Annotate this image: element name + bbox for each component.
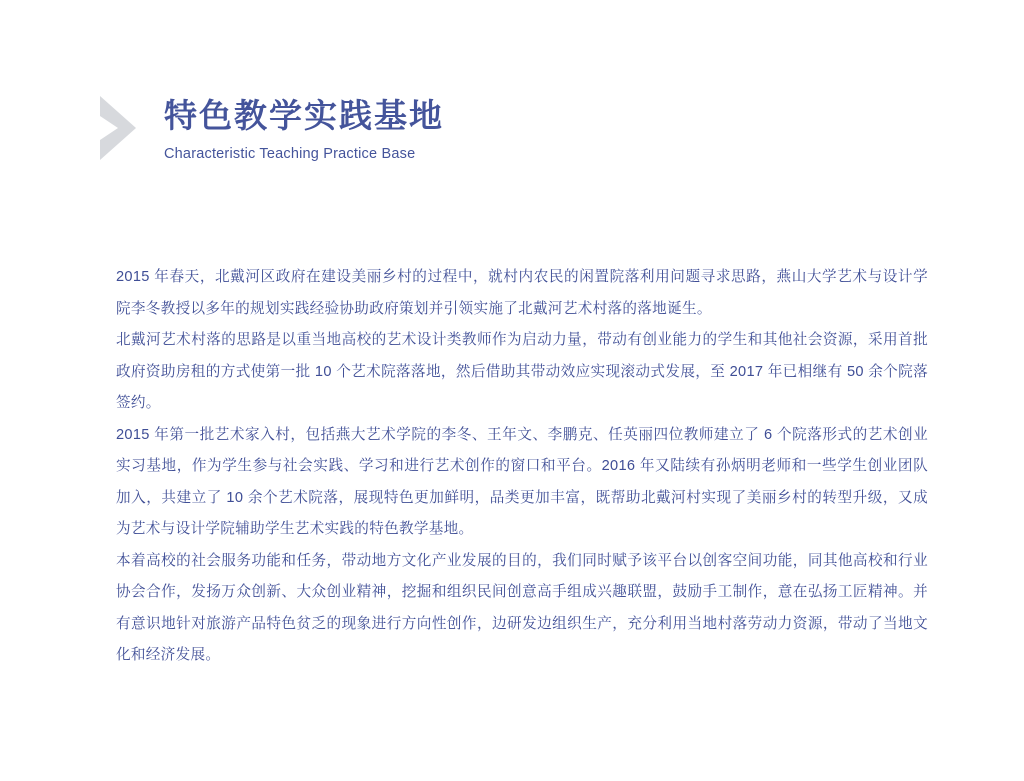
paragraph: 本着高校的社会服务功能和任务，带动地方文化产业发展的目的，我们同时赋予该平台以创客空间功能，同其他高校和行业协会合作，发扬万众创新、大众创业精神，挖掘和组织民间创意高手组成兴趣联盟，鼓励手工制作，意在弘扬工匠精神。并有意识地针对旅游产品特色贫乏的现象进行方向性创作，边研发边组织生产，充分利用当地村落劳动力资源，带动了当地文化和经济发展。 xyxy=(116,552,928,663)
body-content xyxy=(116,262,928,672)
chevron-right-icon xyxy=(96,88,152,168)
page-title: 特色教学实践基地 xyxy=(164,97,444,134)
paragraph: 2015 年第一批艺术家入村，包括燕大艺术学院的李冬、王年文、李鹏克、任英丽四位教师建立了 6 个院落形式的艺术创业实习基地，作为学生参与社会实践、学习和进行艺术创作的窗口和平台。2016 年又陆续有孙炳明老师和一些学生创业团队加入，共建立了 10 余个艺术院落，展现特色更加鲜明，品类更加丰富，既帮助北戴河村实现了美丽乡村的转型升级，又成为艺术与设计学院辅助学生艺术实践的特色教学基地。 xyxy=(116,426,928,537)
page-subtitle: Characteristic Teaching Practice Base xyxy=(164,146,416,162)
title-block xyxy=(164,88,444,164)
paragraph: 北戴河艺术村落的思路是以重当地高校的艺术设计类教师作为启动力量，带动有创业能力的学生和其他社会资源，采用首批政府资助房租的方式使第一批 10 个艺术院落落地，然后借助其带动效应实现滚动式发展，至 2017 年已相继有 50 余个院落签约。 xyxy=(116,332,928,411)
page-header xyxy=(96,88,444,168)
paragraph: 2015 年春天，北戴河区政府在建设美丽乡村的过程中，就村内农民的闲置院落利用问题寻求思路，燕山大学艺术与设计学院李冬教授以多年的规划实践经验协助政府策划并引领实施了北戴河艺术村落的落地诞生。 xyxy=(116,269,928,317)
